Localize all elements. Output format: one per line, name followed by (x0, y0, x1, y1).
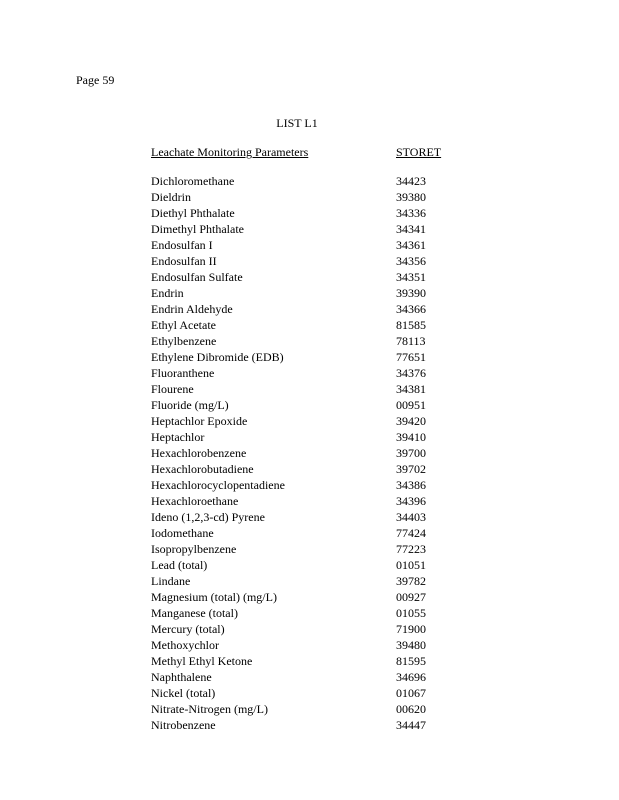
storet-code: 34423 (396, 174, 426, 188)
parameter-name: Heptachlor Epoxide (151, 414, 248, 428)
parameter-name: Dieldrin (151, 190, 191, 204)
table-row (151, 366, 451, 382)
page-number: Page 59 (76, 73, 115, 87)
storet-code: 39380 (396, 190, 426, 204)
storet-code: 34361 (396, 238, 426, 252)
storet-code: 01067 (396, 686, 426, 700)
parameter-name: Ethylbenzene (151, 334, 217, 348)
table-row (151, 526, 451, 542)
storet-code: 00927 (396, 590, 426, 604)
parameter-name: Fluoride (mg/L) (151, 398, 229, 412)
parameter-name: Endrin (151, 286, 184, 300)
storet-code: 71900 (396, 622, 426, 636)
storet-code: 78113 (396, 334, 426, 348)
table-row (151, 238, 451, 254)
parameter-name: Isopropylbenzene (151, 542, 237, 556)
storet-code: 00620 (396, 702, 426, 716)
parameter-name: Fluoranthene (151, 366, 215, 380)
storet-code: 77651 (396, 350, 426, 364)
list-title: LIST L1 (276, 116, 318, 130)
storet-code: 39390 (396, 286, 426, 300)
table-row (151, 382, 451, 398)
parameter-name: Endrin Aldehyde (151, 302, 233, 316)
storet-code: 34341 (396, 222, 426, 236)
table-row (151, 430, 451, 446)
storet-code: 34696 (396, 670, 426, 684)
parameter-name: Hexachlorobutadiene (151, 462, 254, 476)
parameter-name: Methyl Ethyl Ketone (151, 654, 253, 668)
table-row (151, 254, 451, 270)
table-row (151, 286, 451, 302)
table-row (151, 446, 451, 462)
storet-code: 77223 (396, 542, 426, 556)
storet-code: 01055 (396, 606, 426, 620)
storet-code: 81585 (396, 318, 426, 332)
table-row (151, 334, 451, 350)
table-row (151, 414, 451, 430)
parameter-name: Dimethyl Phthalate (151, 222, 244, 236)
storet-code: 81595 (396, 654, 426, 668)
table-row (151, 190, 451, 206)
table-row (151, 558, 451, 574)
table-row (151, 494, 451, 510)
parameter-name: Hexachlorobenzene (151, 446, 247, 460)
parameter-name: Flourene (151, 382, 194, 396)
storet-code: 00951 (396, 398, 426, 412)
table-row (151, 606, 451, 622)
parameter-name: Dichloromethane (151, 174, 235, 188)
storet-code: 34403 (396, 510, 426, 524)
storet-code: 39702 (396, 462, 426, 476)
storet-code: 39700 (396, 446, 426, 460)
parameter-name: Manganese (total) (151, 606, 238, 620)
parameter-name: Endosulfan II (151, 254, 217, 268)
parameter-name: Endosulfan I (151, 238, 213, 252)
table-row (151, 702, 451, 718)
table-row (151, 574, 451, 590)
table-row (151, 686, 451, 702)
storet-code: 39782 (396, 574, 426, 588)
table-row (151, 174, 451, 190)
table-row (151, 510, 451, 526)
parameter-name: Ethylene Dibromide (EDB) (151, 350, 284, 364)
parameter-name: Heptachlor (151, 430, 205, 444)
parameter-column-header: Leachate Monitoring Parameters (151, 145, 309, 159)
parameter-name: Mercury (total) (151, 622, 225, 636)
parameter-name: Nitrobenzene (151, 718, 216, 732)
table-row (151, 350, 451, 366)
table-row (151, 670, 451, 686)
table-row (151, 222, 451, 238)
parameter-name: Magnesium (total) (mg/L) (151, 590, 277, 604)
storet-code: 34447 (396, 718, 426, 732)
storet-code: 39420 (396, 414, 426, 428)
storet-code: 34356 (396, 254, 426, 268)
parameter-name: Lead (total) (151, 558, 208, 572)
table-header (151, 145, 451, 159)
parameter-name: Methoxychlor (151, 638, 219, 652)
table-row (151, 206, 451, 222)
parameter-name: Iodomethane (151, 526, 214, 540)
storet-code: 34376 (396, 366, 426, 380)
storet-column-header: STORET (396, 145, 442, 159)
table-row (151, 462, 451, 478)
table-row (151, 270, 451, 286)
storet-code: 34386 (396, 478, 426, 492)
storet-code: 34336 (396, 206, 426, 220)
parameter-name: Nickel (total) (151, 686, 216, 700)
parameter-name: Diethyl Phthalate (151, 206, 235, 220)
table-row (151, 542, 451, 558)
table-row (151, 654, 451, 670)
table-row (151, 638, 451, 654)
parameter-name: Lindane (151, 574, 191, 588)
table-row (151, 622, 451, 638)
table-row (151, 478, 451, 494)
parameter-name: Ethyl Acetate (151, 318, 216, 332)
parameter-name: Endosulfan Sulfate (151, 270, 243, 284)
table-row (151, 590, 451, 606)
storet-code: 77424 (396, 526, 426, 540)
parameter-list (151, 174, 451, 734)
parameter-name: Hexachloroethane (151, 494, 239, 508)
storet-code: 34396 (396, 494, 426, 508)
parameter-name: Hexachlorocyclopentadiene (151, 478, 285, 492)
table-row (151, 398, 451, 414)
storet-code: 34381 (396, 382, 426, 396)
storet-code: 01051 (396, 558, 426, 572)
storet-code: 39480 (396, 638, 426, 652)
parameter-name: Nitrate-Nitrogen (mg/L) (151, 702, 268, 716)
table-row (151, 318, 451, 334)
table-row (151, 718, 451, 734)
storet-code: 39410 (396, 430, 426, 444)
storet-code: 34351 (396, 270, 426, 284)
parameter-name: Naphthalene (151, 670, 212, 684)
storet-code: 34366 (396, 302, 426, 316)
parameter-name: Ideno (1,2,3-cd) Pyrene (151, 510, 265, 524)
table-row (151, 302, 451, 318)
